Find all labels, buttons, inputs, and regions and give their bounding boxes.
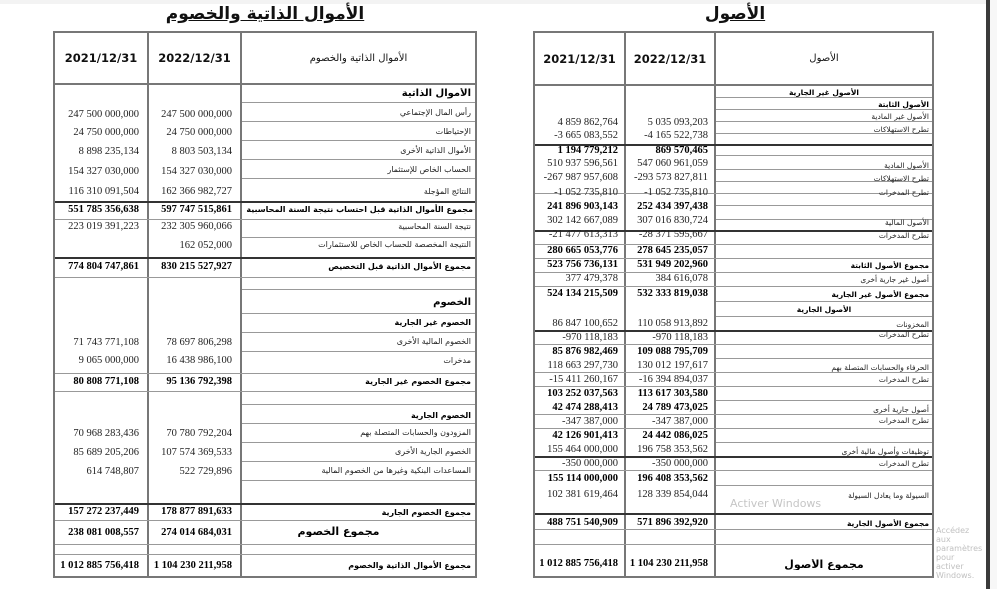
table-row <box>535 346 932 358</box>
table-row <box>535 229 932 241</box>
value-2022: 24 750 000,000 <box>166 127 232 138</box>
value-2022: 274 014 684,031 <box>161 527 232 538</box>
table-row <box>55 336 475 352</box>
table-row <box>535 402 932 414</box>
table-row <box>55 557 475 575</box>
value-2022: -4 165 522,738 <box>644 130 708 141</box>
row-label: الأصول المالية <box>885 218 929 227</box>
table-row <box>535 273 932 285</box>
row-label: نتيجة السنة المحاسبية <box>398 222 471 231</box>
value-2021: -350 000,000 <box>562 458 618 469</box>
row-label: تطرح المدخرات <box>878 375 929 384</box>
windows-activation-message: Accédez aux paramètres pour activer Windows. <box>936 526 983 580</box>
value-2022: 1 104 230 211,958 <box>153 560 232 571</box>
value-2021: 85 876 982,469 <box>552 346 618 357</box>
value-2022: 95 136 792,398 <box>166 376 232 387</box>
liabilities-header <box>55 33 475 85</box>
row-label: أصول جارية أخرى <box>873 405 929 414</box>
table-row <box>535 516 932 529</box>
value-2022: 532 333 819,038 <box>637 288 708 299</box>
table-row <box>55 465 475 481</box>
value-2021: 223 019 391,223 <box>68 221 139 232</box>
table-row <box>55 239 475 255</box>
row-label: الحرفاء والحسابات المتصلة بهم <box>831 363 929 372</box>
table-row <box>55 186 475 202</box>
table-row <box>535 125 932 142</box>
table-row <box>55 107 475 125</box>
row-label: الإحتياطات <box>435 127 471 136</box>
value-2022: 24 442 086,025 <box>642 430 708 441</box>
value-2022: 196 758 353,562 <box>637 444 708 455</box>
value-2021: 154 327 030,000 <box>68 166 139 177</box>
row-label: الخصوم غير الجارية <box>394 318 471 327</box>
value-2021: -267 987 957,608 <box>543 172 618 183</box>
value-2022: 154 327 030,000 <box>161 166 232 177</box>
value-2021: 103 252 037,563 <box>547 388 618 399</box>
value-2021: 155 114 000,000 <box>547 473 618 484</box>
value-2021: 302 142 667,089 <box>547 215 618 226</box>
row-label: مجموع الأموال الذاتية قبل احتساب نتيجة السنة المحاسبية <box>246 205 473 214</box>
value-2021: 774 804 747,861 <box>68 261 139 272</box>
table-row <box>535 215 932 227</box>
table-row <box>535 458 932 470</box>
table-row <box>55 523 475 543</box>
value-2022: -16 394 894,037 <box>638 374 708 385</box>
table-row <box>535 430 932 442</box>
table-row <box>535 416 932 428</box>
row-label: الخصوم المالية الأخرى <box>396 337 471 346</box>
value-2021: 85 689 205,206 <box>73 447 139 458</box>
value-2022: 1 104 230 211,958 <box>629 558 708 569</box>
header-label: الأموال الذاتية والخصوم <box>309 52 408 64</box>
value-2022: 107 574 369,533 <box>161 447 232 458</box>
value-2022: 109 088 795,709 <box>637 346 708 357</box>
assets-header <box>535 33 932 86</box>
value-2021: -15 411 260,167 <box>549 374 618 385</box>
value-2021: -21 477 613,313 <box>548 229 618 240</box>
row-label: السيولة وما يعادل السيولة <box>848 491 929 500</box>
value-2021: 1 012 885 756,418 <box>60 560 139 571</box>
value-2021: 247 500 000,000 <box>68 109 139 120</box>
row-label: تطرح المدخرات <box>878 330 929 339</box>
table-row <box>55 293 475 311</box>
row-label: تطرح المدخرات <box>878 231 929 240</box>
value-2021: 118 663 297,730 <box>547 360 618 371</box>
value-2021: 524 134 215,509 <box>547 288 618 299</box>
table-row <box>55 446 475 462</box>
table-row <box>535 158 932 170</box>
value-2021: -1 052 735,810 <box>554 187 618 198</box>
row-label: مجموع الأصول الجارية <box>846 519 929 528</box>
value-2021: 241 896 903,143 <box>547 201 618 212</box>
value-2022: -970 118,183 <box>652 332 708 343</box>
table-row <box>535 201 932 213</box>
value-2021: 377 479,378 <box>565 273 618 284</box>
table-row <box>55 505 475 521</box>
value-2022: -350 000,000 <box>652 458 708 469</box>
row-label: الأصول المادية <box>884 161 929 170</box>
value-2022: 110 058 913,892 <box>637 318 708 329</box>
table-row <box>535 548 932 574</box>
table-row <box>535 444 932 456</box>
row-label: رأس المال الإجتماعي <box>399 108 471 117</box>
value-2021: 70 968 283,436 <box>73 428 139 439</box>
row-label: مجموع الأصول <box>784 559 864 570</box>
table-row <box>535 374 932 386</box>
value-2022: 597 747 515,861 <box>161 204 232 215</box>
value-2022: 307 016 830,724 <box>637 215 708 226</box>
table-row <box>535 86 932 97</box>
table-row <box>55 85 475 103</box>
value-2022: 162 052,000 <box>179 240 232 251</box>
value-2021: -347 387,000 <box>562 416 618 427</box>
table-row <box>55 164 475 182</box>
value-2021: 24 750 000,000 <box>73 127 139 138</box>
value-2022: 78 697 806,298 <box>166 337 232 348</box>
value-2021: 102 381 619,464 <box>547 489 618 500</box>
table-row <box>535 318 932 330</box>
table-row <box>55 259 475 277</box>
value-2022: 128 339 854,044 <box>637 489 708 500</box>
row-label: النتائج المؤجلة <box>423 187 471 196</box>
row-label: الأصول غير المادية <box>871 112 929 121</box>
table-row <box>55 355 475 371</box>
header-2021: 2021/12/31 <box>543 51 616 66</box>
value-2022: -293 573 827,811 <box>634 172 708 183</box>
value-2022: 830 215 527,927 <box>161 261 232 272</box>
value-2022: 16 438 986,100 <box>166 355 232 366</box>
value-2022: 869 570,465 <box>655 145 708 156</box>
table-row <box>55 374 475 391</box>
table-row <box>55 315 475 331</box>
table-row <box>55 145 475 163</box>
row-label: الخصوم الجارية <box>410 411 471 420</box>
value-2022: 232 305 960,066 <box>161 221 232 232</box>
table-row <box>535 187 932 199</box>
value-2021: 614 748,807 <box>86 466 139 477</box>
value-2021: 551 785 356,638 <box>68 204 139 215</box>
row-label: مجموع الأصول الثابتة <box>850 261 929 270</box>
value-2022: 162 366 982,727 <box>161 186 232 197</box>
value-2022: 522 729,896 <box>179 466 232 477</box>
table-row <box>55 408 475 424</box>
value-2021: 9 065 000,000 <box>78 355 139 366</box>
value-2021: 157 272 237,449 <box>68 506 139 517</box>
adjacent-window <box>990 0 997 589</box>
row-label: مجموع الخصوم الجارية <box>381 508 471 517</box>
windows-activation-title: Activer Windows <box>730 497 822 510</box>
value-2022: 547 060 961,059 <box>637 158 708 169</box>
table-row <box>55 126 475 144</box>
row-label: الأصول الثابتة <box>878 100 929 109</box>
value-2021: 523 756 736,131 <box>547 259 618 270</box>
value-2021: 1 012 885 756,418 <box>539 558 618 569</box>
assets-title: الأصول <box>704 4 766 24</box>
liabilities-title: الأموال الذاتية والخصوم <box>165 4 365 24</box>
row-label: المساعدات البنكية وغيرها من الخصوم المالية <box>321 466 471 475</box>
value-2022: 113 617 303,580 <box>637 388 708 399</box>
table-row <box>535 388 932 400</box>
value-2021: 71 743 771,108 <box>73 337 139 348</box>
value-2022: 247 500 000,000 <box>161 109 232 120</box>
value-2021: -3 665 083,552 <box>554 130 618 141</box>
header-2022: 2022/12/31 <box>633 51 707 66</box>
row-label: مجموع الأصول غير الجارية <box>831 290 929 299</box>
value-2022: 252 434 397,438 <box>637 201 708 212</box>
row-label: مجموع الخصوم <box>297 526 380 537</box>
value-2021: 116 310 091,504 <box>68 186 139 197</box>
value-2022: 178 877 891,633 <box>161 506 232 517</box>
table-row <box>535 259 932 271</box>
row-label: الأموال الذاتية <box>401 88 471 99</box>
row-label: المخزونات <box>896 320 929 329</box>
row-label: الأصول الجارية <box>796 305 852 314</box>
row-label: تطرح المدخرات <box>878 416 929 425</box>
value-2022: 5 035 093,203 <box>647 117 708 128</box>
table-row <box>535 112 932 129</box>
row-label: المزودون والحسابات المتصلة بهم <box>360 428 471 437</box>
assets-table <box>533 31 934 578</box>
value-2022: 8 803 503,134 <box>171 146 232 157</box>
row-label: أصول غير جارية أخرى <box>860 275 929 284</box>
header-2022: 2022/12/31 <box>158 51 231 65</box>
table-row <box>55 427 475 443</box>
table-row <box>535 360 932 372</box>
row-label: تطرح الاستهلاكات <box>873 125 929 134</box>
row-label: تطرح المدخرات <box>878 188 929 197</box>
row-label: الخصوم <box>433 297 471 308</box>
value-2021: 238 081 008,557 <box>68 527 139 538</box>
value-2022: 196 408 353,562 <box>637 473 708 484</box>
row-label: الحساب الخاص للإستثمار <box>387 165 471 174</box>
value-2022: 130 012 197,617 <box>637 360 708 371</box>
value-2022: -28 371 595,667 <box>638 229 708 240</box>
value-2022: 384 616,078 <box>655 273 708 284</box>
table-row <box>55 221 475 237</box>
value-2022: 278 645 235,057 <box>637 245 708 256</box>
row-label: الخصوم الجارية الأخرى <box>395 447 471 456</box>
value-2021: 86 847 100,652 <box>552 318 618 329</box>
value-2022: -347 387,000 <box>652 416 708 427</box>
liabilities-table <box>53 31 477 578</box>
table-row <box>535 172 932 184</box>
row-label: مدخرات <box>443 356 471 365</box>
row-label: تطرح الاستهلاكات <box>873 174 929 183</box>
value-2021: 42 126 901,413 <box>552 430 618 441</box>
row-label: تطرح المدخرات <box>878 459 929 468</box>
table-row <box>535 98 932 109</box>
row-label: مجموع الخصوم غير الجارية <box>365 377 471 386</box>
value-2021: 488 751 540,909 <box>547 517 618 528</box>
row-label: مجموع الأموال الذاتية والخصوم <box>348 561 471 570</box>
table-row <box>55 203 475 219</box>
value-2021: 80 808 771,108 <box>73 376 139 387</box>
value-2021: 1 194 779,212 <box>557 145 618 156</box>
value-2021: 42 474 288,413 <box>552 402 618 413</box>
value-2022: 531 949 202,960 <box>637 259 708 270</box>
table-row <box>535 473 932 485</box>
value-2022: 571 896 392,920 <box>637 517 708 528</box>
table-row <box>535 145 932 157</box>
value-2021: 155 464 000,000 <box>547 444 618 455</box>
value-2021: 8 898 235,134 <box>78 146 139 157</box>
row-label: النتيجة المخصصة للحساب الخاص للاستثمارات <box>318 240 471 249</box>
value-2021: 4 859 862,764 <box>557 117 618 128</box>
row-label: الأصول غير الجارية <box>789 88 859 97</box>
table-row <box>535 332 932 344</box>
value-2022: 70 780 792,204 <box>166 428 232 439</box>
table-row <box>535 303 932 315</box>
value-2021: 510 937 596,561 <box>547 158 618 169</box>
table-row <box>535 245 932 257</box>
header-2021: 2021/12/31 <box>64 51 138 65</box>
value-2022: -1 052 735,810 <box>644 187 708 198</box>
value-2022: 24 789 473,025 <box>642 402 708 413</box>
row-label: الأموال الذاتية الأخرى <box>400 146 471 155</box>
table-row <box>535 287 932 300</box>
value-2021: -970 118,183 <box>562 332 618 343</box>
row-label: توظيفات وأصول مالية أخرى <box>841 447 929 456</box>
header-label: الأصول <box>809 53 839 64</box>
value-2021: 280 665 053,776 <box>547 245 618 256</box>
row-label: مجموع الأموال الذاتية قبل التخصيص <box>328 262 471 271</box>
